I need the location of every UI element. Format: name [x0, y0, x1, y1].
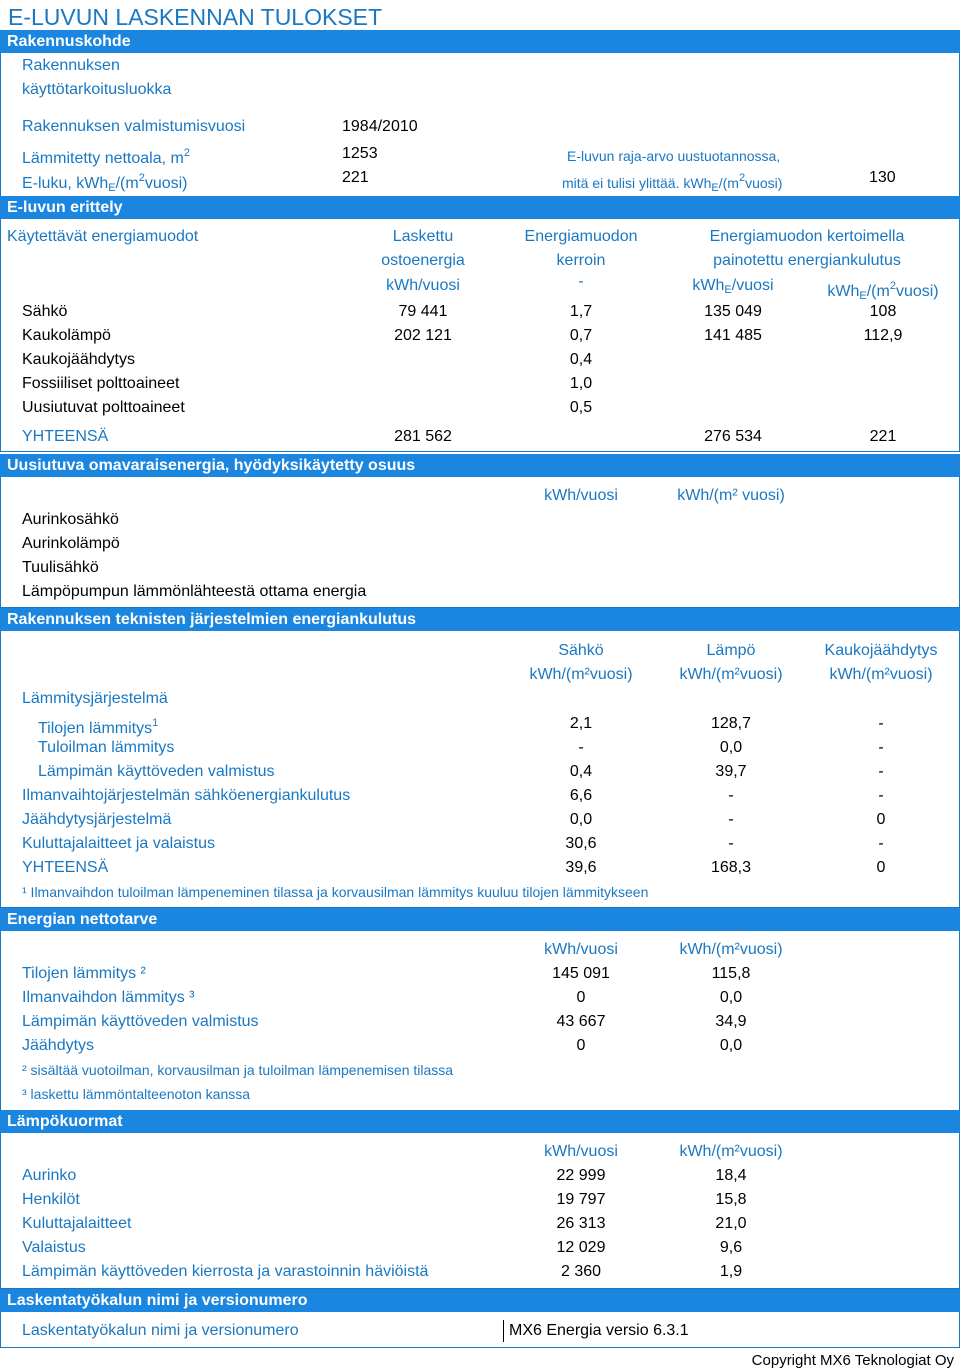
- lampokuormat-row-kwh: 26 313: [556, 1215, 606, 1232]
- section-header-tool: Laskentatyökalun nimi ja versionumero: [0, 1289, 960, 1312]
- tekniset-row-heat: -: [728, 811, 734, 828]
- lampokuormat-row-name: Valaistus: [22, 1239, 86, 1256]
- col-weighted-4: $kWh_E/(m^2vuosi)$: [827, 280, 939, 302]
- section-header-erittely: E-luvun erittely: [0, 196, 960, 219]
- page-title: E-LUVUN LASKENNAN TULOKSET: [8, 4, 383, 30]
- tekniset-row-heat: 0,0: [719, 739, 743, 756]
- lampokuormat-row-kwh-m2: 1,9: [719, 1263, 743, 1280]
- omavarais-row: Tuulisähkö: [22, 559, 99, 576]
- nettotarve-row-kwh: 43 667: [556, 1013, 606, 1030]
- energy-row-factor: 0,4: [569, 351, 593, 368]
- nettotarve-row-kwh-m2: 115,8: [711, 965, 751, 982]
- nettotarve-row-kwh-m2: 0,0: [719, 989, 743, 1006]
- tekniset-row-name: Jäähdytysjärjestelmä: [22, 811, 172, 828]
- omavarais-row: Aurinkolämpö: [22, 535, 120, 552]
- tool-label: Laskentatyökalun nimi ja versionumero: [22, 1322, 299, 1339]
- col-weighted-2: painotettu energiankulutus: [713, 252, 901, 269]
- nettotarve-row-kwh-m2: 0,0: [719, 1037, 743, 1054]
- tekniset-group-label: Lämmitysjärjestelmä: [22, 690, 168, 707]
- lampokuormat-col2: kWh/(m²vuosi): [679, 1143, 783, 1160]
- nettotarve-row-name: Jäähdytys: [22, 1037, 95, 1054]
- use-class-label-2: käyttötarkoitusluokka: [22, 81, 172, 98]
- lampokuormat-row-kwh-m2: 9,6: [719, 1239, 743, 1256]
- section-header-omavarais: Uusiutuva omavaraisenergia, hyödyksikäytetty osuus: [0, 454, 960, 477]
- nettotarve-row-name: Lämpimän käyttöveden valmistus: [22, 1013, 259, 1030]
- col-weighted-1: Energiamuodon kertoimella: [709, 228, 905, 245]
- use-class-label-1: Rakennuksen: [22, 57, 120, 74]
- tekniset-col3-b: kWh/(m²vuosi): [829, 666, 933, 683]
- col-factor-1: Energiamuodon: [524, 228, 638, 245]
- lampokuormat-row-kwh: 22 999: [556, 1167, 606, 1184]
- omavarais-row: Lämpöpumpun lämmönlähteestä ottama energia: [22, 583, 367, 600]
- energy-row-name: Uusiutuvat polttoaineet: [22, 399, 185, 416]
- lampokuormat-row-name: Aurinko: [22, 1167, 77, 1184]
- col-energy-forms: Käytettävät energiamuodot: [7, 228, 199, 245]
- limit-text-1: E-luvun raja-arvo uustuotannossa,: [567, 148, 781, 164]
- nettotarve-row-kwh: 0: [576, 1037, 586, 1054]
- energy-row-purchased: 79 441: [398, 303, 448, 320]
- tekniset-row-cooling: -: [878, 715, 884, 732]
- nettotarve-col1: kWh/vuosi: [544, 941, 618, 958]
- col-factor-3: -: [578, 273, 584, 290]
- tekniset-footnote: ¹ Ilmanvaihdon tuloilman lämpeneminen tilassa ja korvausilman lämmitys kuuluu tilojen lämmitykseen: [22, 884, 649, 900]
- nettotarve-footnote-2: ² sisältää vuotoilman, korvausilman ja tuloilman lämpenemisen tilassa: [22, 1062, 454, 1078]
- limit-value: 130: [869, 169, 896, 186]
- tekniset-total-cooling: 0: [876, 859, 886, 876]
- tool-value: MX6 Energia versio 6.3.1: [509, 1322, 689, 1339]
- tekniset-col2-a: Lämpö: [706, 642, 756, 659]
- nettotarve-row-kwh: 145 091: [552, 965, 610, 982]
- tekniset-row-electric: 2,1: [569, 715, 593, 732]
- tekniset-row-cooling: 0: [876, 811, 886, 828]
- col-computed-3: kWh/vuosi: [386, 277, 460, 294]
- energy-row-factor: 0,7: [569, 327, 593, 344]
- section-header-nettotarve: Energian nettotarve: [0, 908, 960, 931]
- nettotarve-col2: kWh/(m²vuosi): [679, 941, 783, 958]
- lampokuormat-row-kwh-m2: 21,0: [715, 1215, 747, 1232]
- tekniset-row-heat: 39,7: [715, 763, 747, 780]
- tekniset-row-name: Tilojen lämmitys$^1$: [38, 717, 159, 737]
- tekniset-col1-b: kWh/(m²vuosi): [529, 666, 633, 683]
- tekniset-row-name: Ilmanvaihtojärjestelmän sähköenergiankulutus: [22, 787, 351, 804]
- nettotarve-row-name: Tilojen lämmitys ²: [22, 965, 146, 982]
- energy-row-per-m2: 108: [869, 303, 897, 320]
- eluku-label: E-luku, $kWh_E/(m^2vuosi)$: [22, 172, 188, 194]
- area-label: Lämmitetty nettoala, $m^2$: [22, 147, 190, 167]
- lampokuormat-row-kwh: 12 029: [556, 1239, 606, 1256]
- col-computed-2: ostoenergia: [381, 252, 465, 269]
- energy-row-factor: 1,7: [569, 303, 593, 320]
- tekniset-row-electric: 6,6: [569, 787, 593, 804]
- energy-row-name: Fossiiliset polttoaineet: [22, 375, 180, 392]
- tekniset-row-heat: -: [728, 835, 734, 852]
- tekniset-col2-b: kWh/(m²vuosi): [679, 666, 783, 683]
- lampokuormat-col1: kWh/vuosi: [544, 1143, 618, 1160]
- energy-row-name: Kaukojäähdytys: [22, 351, 135, 368]
- section-header-tekniset: Rakennuksen teknisten järjestelmien energiankulutus: [0, 608, 960, 631]
- energy-row-factor: 0,5: [569, 399, 593, 416]
- tekniset-row-cooling: -: [878, 835, 884, 852]
- section-header-lampokuormat: Lämpökuormat: [0, 1110, 960, 1133]
- eluku-value: 221: [342, 169, 369, 186]
- tekniset-total-name: YHTEENSÄ: [22, 859, 109, 876]
- energy-row-factor: 1,0: [569, 375, 593, 392]
- nettotarve-footnote-3: ³ laskettu lämmöntalteenoton kanssa: [22, 1086, 251, 1102]
- erittely-total-purchased: 281 562: [394, 428, 452, 445]
- energy-row-per-m2: 112,9: [863, 327, 903, 344]
- year-value: 1984/2010: [342, 118, 418, 135]
- tekniset-row-name: Tuloilman lämmitys: [38, 739, 175, 756]
- erittely-total-per-m2: 221: [869, 428, 897, 445]
- tekniset-row-name: Lämpimän käyttöveden valmistus: [38, 763, 275, 780]
- col-weighted-3: kWh$_E$/vuosi: [692, 277, 774, 296]
- omavarais-col2: kWh/(m² vuosi): [677, 487, 785, 504]
- tekniset-row-electric: -: [578, 739, 584, 756]
- energy-row-weighted: 141 485: [704, 327, 762, 344]
- tekniset-total-heat: 168,3: [710, 859, 752, 876]
- area-value: 1253: [342, 145, 378, 162]
- nettotarve-row-kwh: 0: [576, 989, 586, 1006]
- copyright: Copyright MX6 Teknologiat Oy: [751, 1352, 954, 1369]
- omavarais-col1: kWh/vuosi: [544, 487, 618, 504]
- erittely-total-label: YHTEENSÄ: [22, 428, 109, 445]
- tekniset-row-electric: 30,6: [565, 835, 597, 852]
- tekniset-col1-a: Sähkö: [558, 642, 604, 659]
- tekniset-row-electric: 0,0: [569, 811, 593, 828]
- year-label: Rakennuksen valmistumisvuosi: [22, 118, 246, 135]
- lampokuormat-row-kwh: 19 797: [556, 1191, 606, 1208]
- tekniset-row-cooling: -: [878, 763, 884, 780]
- lampokuormat-row-kwh-m2: 15,8: [715, 1191, 747, 1208]
- col-factor-2: kerroin: [556, 252, 606, 269]
- tekniset-row-heat: -: [728, 787, 734, 804]
- nettotarve-row-kwh-m2: 34,9: [715, 1013, 747, 1030]
- erittely-total-weighted: 276 534: [704, 428, 762, 445]
- tekniset-row-heat: 128,7: [710, 715, 752, 732]
- energy-row-name: Sähkö: [22, 303, 68, 320]
- lampokuormat-row-name: Henkilöt: [22, 1191, 80, 1208]
- tekniset-row-cooling: -: [878, 787, 884, 804]
- lampokuormat-row-kwh-m2: 18,4: [715, 1167, 747, 1184]
- tekniset-total-electric: 39,6: [565, 859, 597, 876]
- col-computed-1: Laskettu: [392, 228, 454, 245]
- energy-row-name: Kaukolämpö: [22, 327, 111, 344]
- limit-text-2: mitä ei tulisi ylittää. $kWh_E/(m^2vuosi)$: [562, 172, 783, 194]
- omavarais-row: Aurinkosähkö: [22, 511, 119, 528]
- tekniset-row-cooling: -: [878, 739, 884, 756]
- energy-row-weighted: 135 049: [704, 303, 762, 320]
- tool-divider: [503, 1320, 504, 1342]
- lampokuormat-row-name: Kuluttajalaitteet: [22, 1215, 132, 1232]
- nettotarve-row-name: Ilmanvaihdon lämmitys ³: [22, 989, 195, 1006]
- tekniset-row-name: Kuluttajalaitteet ja valaistus: [22, 835, 215, 852]
- lampokuormat-row-name: Lämpimän käyttöveden kierrosta ja varastoinnin häviöistä: [22, 1263, 429, 1280]
- energy-row-purchased: 202 121: [394, 327, 452, 344]
- tekniset-row-electric: 0,4: [569, 763, 593, 780]
- tekniset-col3-a: Kaukojäähdytys: [824, 642, 938, 659]
- section-header-rakennuskohde: Rakennuskohde: [0, 30, 960, 53]
- lampokuormat-row-kwh: 2 360: [560, 1263, 602, 1280]
